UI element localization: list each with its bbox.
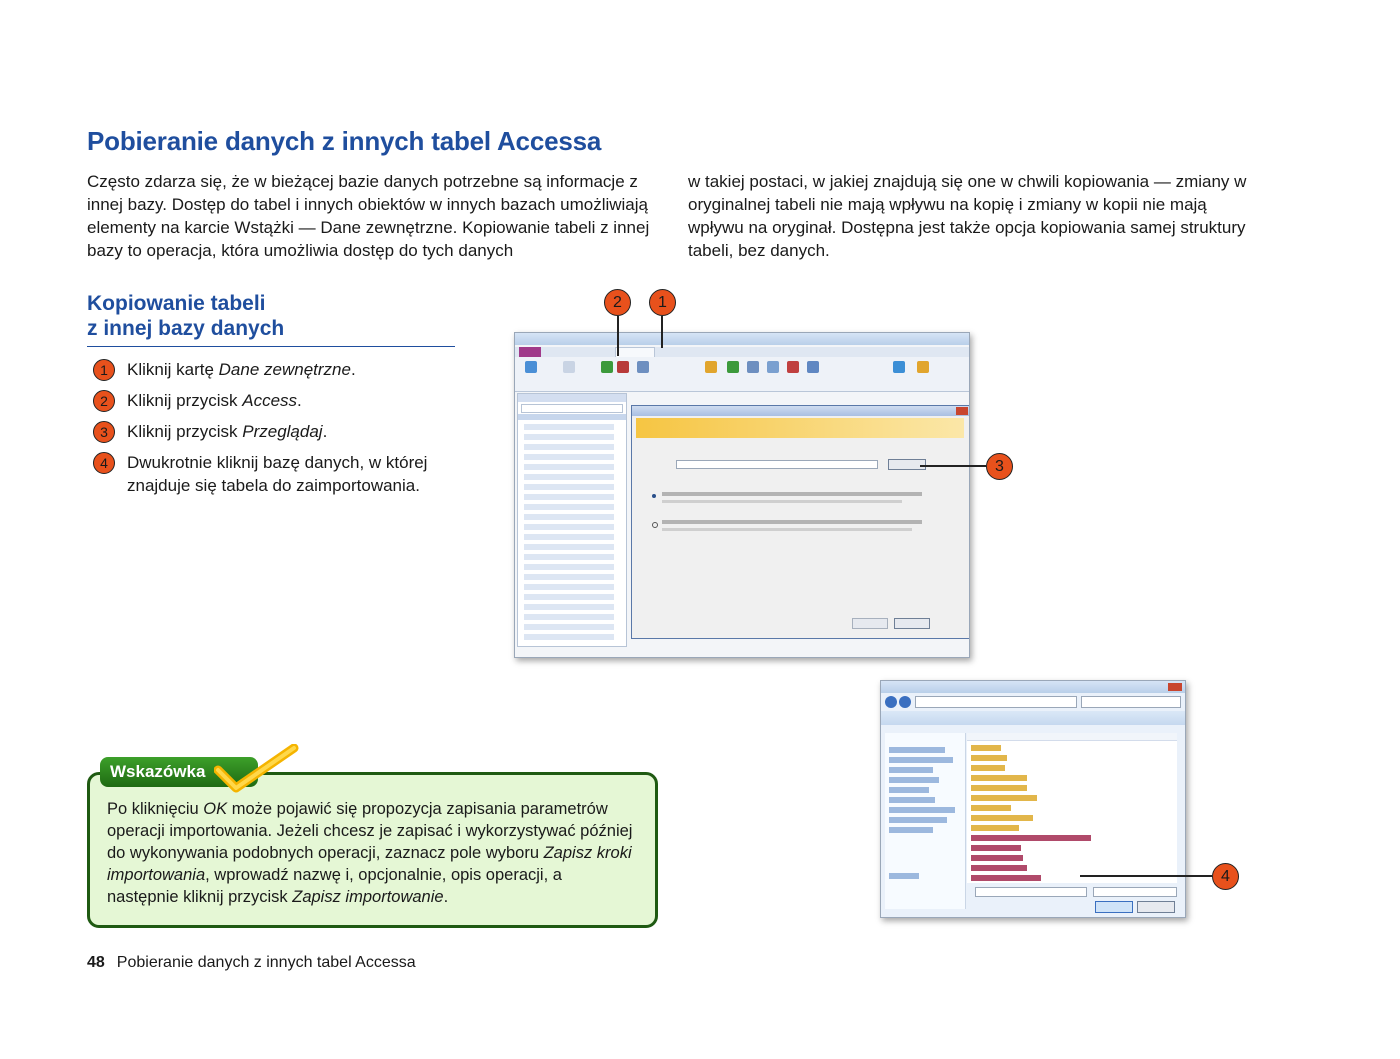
email-icon <box>807 361 819 373</box>
callout-3: 3 <box>986 453 1013 480</box>
file-name-field[interactable] <box>676 460 878 469</box>
tip-text-part: . <box>443 888 449 906</box>
column-headers <box>967 733 1177 741</box>
list-item[interactable] <box>971 785 1027 791</box>
file-type-select[interactable] <box>1093 887 1177 897</box>
tip-text-part: może pojawić się propozycja zapisania parametrów operacji importowania. Jeżeli chcesz je zapisać i wykorzystywać później do wykonywania podobnych operacji, zaznacz pole wyboru <box>107 800 633 862</box>
list-item[interactable] <box>524 554 614 560</box>
tip-emphasis: Zapisz importowanie <box>292 888 444 906</box>
list-item[interactable] <box>889 747 945 753</box>
list-item[interactable] <box>889 787 929 793</box>
step-emphasis: Access <box>242 391 298 410</box>
list-item[interactable] <box>971 855 1023 861</box>
ribbon <box>515 357 969 392</box>
step-item <box>93 358 463 381</box>
step-item <box>93 389 463 412</box>
dialog-title-bar <box>632 406 970 416</box>
import-radio[interactable] <box>652 494 656 498</box>
list-item[interactable] <box>889 767 933 773</box>
collect-data-icon <box>893 361 905 373</box>
export-excel-icon <box>727 361 739 373</box>
checkmark-icon <box>214 744 300 796</box>
file-tab <box>519 347 541 357</box>
dialog-banner <box>636 418 964 438</box>
list-item[interactable] <box>524 624 614 630</box>
list-item[interactable] <box>524 484 614 490</box>
step-badge: 1 <box>93 359 115 381</box>
navigation-pane <box>517 393 627 647</box>
list-item[interactable] <box>524 594 614 600</box>
tip-label: Wskazówka <box>100 757 258 787</box>
address-bar[interactable] <box>915 696 1077 708</box>
list-item[interactable] <box>889 817 947 823</box>
close-icon[interactable] <box>1168 683 1182 691</box>
open-button[interactable] <box>1095 901 1133 913</box>
callout-4: 4 <box>1212 863 1239 890</box>
open-file-dialog-screenshot <box>880 680 1186 918</box>
ok-button[interactable] <box>852 618 888 629</box>
intro-left-paragraph: Często zdarza się, że w bieżącej bazie danych potrzebne są informacje z innej bazy. Dostęp do tabel i innych obiektów w innych bazach umożliwiają elementy na karcie Wstążki — Dane zewnętrzne. Kopiowanie tabeli z innej bazy to operacja, która umożliwia dostęp do tych danych <box>87 172 650 260</box>
tip-emphasis: OK <box>203 800 228 818</box>
step-badge: 2 <box>93 390 115 412</box>
folders-toggle[interactable] <box>889 873 919 879</box>
list-item[interactable] <box>524 464 614 470</box>
link-option-text <box>662 520 922 524</box>
footer-title: Pobieranie danych z innych tabel Accessa <box>116 954 416 971</box>
step-text: Kliknij przycisk <box>127 391 243 410</box>
list-item[interactable] <box>889 757 953 763</box>
saved-exports-icon <box>705 361 717 373</box>
list-item[interactable] <box>524 514 614 520</box>
list-item[interactable] <box>524 424 614 430</box>
list-item[interactable] <box>971 805 1011 811</box>
command-bar <box>881 711 1185 725</box>
section-title-line1: Kopiowanie tabeli <box>87 292 266 315</box>
dialog-title-bar <box>881 681 1185 693</box>
list-item[interactable] <box>524 614 614 620</box>
step-text: Kliknij przycisk <box>127 422 243 441</box>
file-list <box>967 733 1177 883</box>
step-text: Kliknij kartę <box>127 360 219 379</box>
step-text-after: . <box>322 422 328 441</box>
section-divider <box>87 346 455 347</box>
cancel-button[interactable] <box>894 618 930 629</box>
callout-2-leader <box>617 316 619 356</box>
step-text: Dwukrotnie kliknij bazę danych, w której znajduje się tabela do zaimportowania. <box>127 453 428 495</box>
steps-list <box>93 358 463 505</box>
navigation-pane <box>885 733 966 909</box>
list-item[interactable] <box>971 745 1001 751</box>
list-item[interactable] <box>971 775 1027 781</box>
list-item[interactable] <box>524 444 614 450</box>
list-item[interactable] <box>524 474 614 480</box>
list-item[interactable] <box>524 494 614 500</box>
list-item[interactable] <box>524 574 614 580</box>
list-item[interactable] <box>524 524 614 530</box>
cancel-button[interactable] <box>1137 901 1175 913</box>
list-item[interactable] <box>889 797 935 803</box>
step-badge: 4 <box>93 452 115 474</box>
tip-emphasis: Zapisz kroki importowania <box>107 844 632 884</box>
page-number: 48 <box>87 954 105 971</box>
step-item <box>93 451 463 497</box>
list-item[interactable] <box>971 765 1005 771</box>
callout-2: 2 <box>604 289 631 316</box>
page-heading: Pobieranie danych z innych tabel Accessa <box>87 126 602 156</box>
tip-text <box>107 798 637 908</box>
list-item[interactable] <box>524 584 614 590</box>
section-title-line2: z innej bazy danych <box>87 317 285 340</box>
list-item[interactable] <box>524 454 614 460</box>
navigation-pane-header <box>518 394 626 402</box>
link-option-desc <box>662 528 912 531</box>
step-item <box>93 420 463 443</box>
external-data-dialog <box>631 405 970 639</box>
forward-icon[interactable] <box>899 696 911 708</box>
callout-1: 1 <box>649 289 676 316</box>
search-input[interactable] <box>521 404 623 413</box>
odbc-icon <box>637 361 649 373</box>
callout-4-leader <box>1080 875 1212 877</box>
step-text-after: . <box>350 360 356 379</box>
pdf-icon <box>787 361 799 373</box>
tip-text-part: Po kliknięciu <box>107 800 204 818</box>
list-item[interactable] <box>971 825 1019 831</box>
list-item[interactable] <box>524 634 614 640</box>
list-item[interactable] <box>524 544 614 550</box>
list-item[interactable] <box>524 434 614 440</box>
callout-1-leader <box>661 316 663 348</box>
list-item[interactable] <box>889 777 939 783</box>
list-item[interactable] <box>971 865 1027 871</box>
import-option-text <box>662 492 922 496</box>
list-item[interactable] <box>971 835 1091 841</box>
excel-icon <box>601 361 613 373</box>
linked-table-icon <box>563 361 575 373</box>
list-item[interactable] <box>524 534 614 540</box>
list-item[interactable] <box>971 795 1037 801</box>
text-file-icon <box>747 361 759 373</box>
list-item[interactable] <box>889 827 933 833</box>
section-title <box>87 291 284 341</box>
access-icon <box>617 361 629 373</box>
callout-3-leader <box>920 465 986 467</box>
access-window-screenshot <box>514 332 970 658</box>
list-item[interactable] <box>889 807 955 813</box>
list-item[interactable] <box>971 815 1033 821</box>
import-option-desc <box>662 500 902 503</box>
list-item[interactable] <box>971 845 1021 851</box>
intro-right-paragraph: w takiej postaci, w jakiej znajdują się one w chwili kopiowania — zmiany w oryginalnej tabeli nie mają wpływu na kopię i zmiany w kopii nie mają wpływu na oryginał. Dostępna jest także opcja kopiowania samej struktury tabeli, bez danych. <box>688 172 1247 260</box>
tables-group-header <box>518 414 626 420</box>
search-input[interactable] <box>1081 696 1181 708</box>
step-emphasis: Przeglądaj <box>242 422 323 441</box>
manage-replies-icon <box>917 361 929 373</box>
page-footer <box>87 954 416 972</box>
step-emphasis: Dane zewnętrzne <box>218 360 351 379</box>
list-item[interactable] <box>524 604 614 610</box>
tip-text-part: , wprowadź nazwę i, opcjonalnie, opis operacji, a następnie kliknij przycisk <box>107 866 562 906</box>
close-icon[interactable] <box>956 407 968 415</box>
list-item-selected-file[interactable] <box>971 875 1041 881</box>
list-item[interactable] <box>971 755 1007 761</box>
step-text-after: . <box>297 391 302 410</box>
step-badge: 3 <box>93 421 115 443</box>
list-item[interactable] <box>524 504 614 510</box>
xml-icon <box>767 361 779 373</box>
window-title-bar <box>515 333 969 345</box>
back-icon[interactable] <box>885 696 897 708</box>
list-item[interactable] <box>524 564 614 570</box>
link-radio[interactable] <box>652 522 658 528</box>
saved-imports-icon <box>525 361 537 373</box>
file-name-field[interactable] <box>975 887 1087 897</box>
